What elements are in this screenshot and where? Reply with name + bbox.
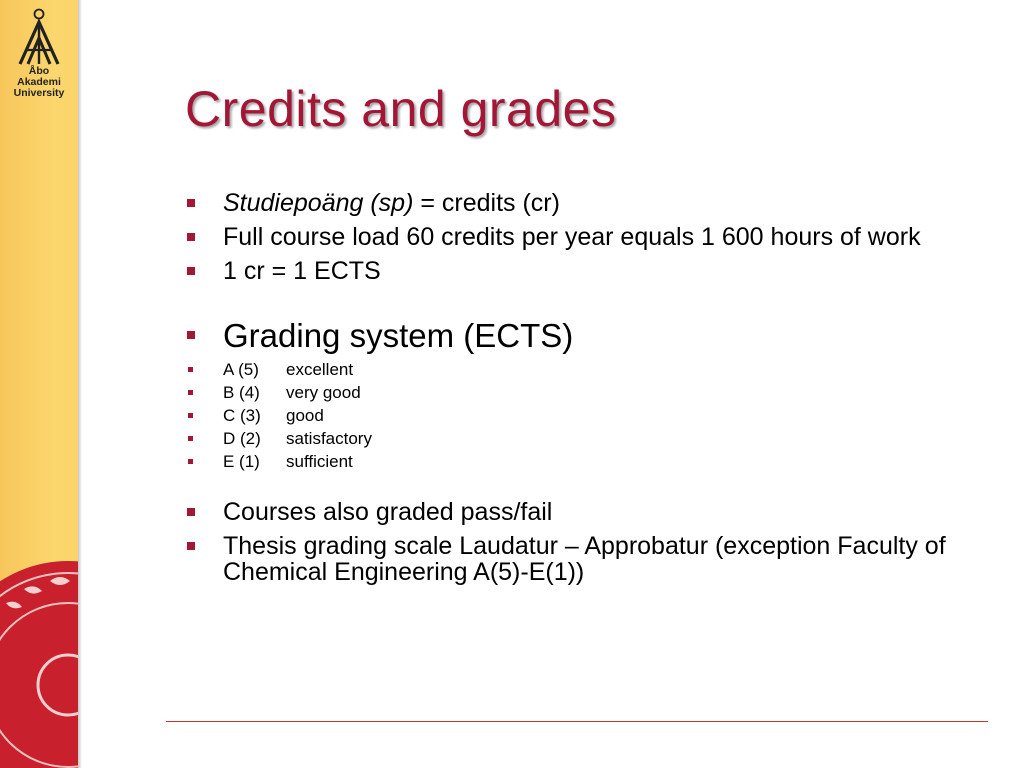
grade-item bbox=[185, 404, 985, 427]
university-seal-icon bbox=[0, 555, 78, 768]
bullet-list bbox=[185, 190, 985, 585]
abo-akademi-logo-icon bbox=[17, 8, 61, 66]
bullet-course-load: Full course load 60 credits per year equals 1 600 hours of work bbox=[185, 224, 985, 250]
grade-code: D (2) bbox=[223, 429, 261, 448]
slide-content bbox=[185, 190, 985, 593]
grade-code: C (3) bbox=[223, 406, 261, 425]
grade-description: good bbox=[286, 406, 324, 425]
bullet-grading-system: Grading system (ECTS) bbox=[185, 318, 985, 354]
logo-name-line1: Åbo Akademi bbox=[17, 65, 61, 88]
sidebar bbox=[0, 0, 78, 768]
bullet-thesis-scale: Thesis grading scale Laudatur – Approbatur (exception Faculty of Chemical Engineering A(5)-E(1)) bbox=[185, 533, 985, 585]
bullet-ects-equivalence: 1 cr = 1 ECTS bbox=[185, 258, 985, 284]
footer-divider bbox=[166, 721, 988, 722]
bullet-credits-meaning: = credits (cr) bbox=[413, 189, 560, 217]
grade-description: very good bbox=[286, 383, 361, 402]
grade-item bbox=[185, 381, 985, 404]
grade-item bbox=[185, 450, 985, 473]
grade-code: A (5) bbox=[223, 360, 259, 379]
grade-description: sufficient bbox=[286, 452, 353, 471]
bullet-credits-definition bbox=[185, 190, 985, 216]
grade-item bbox=[185, 358, 985, 381]
logo-name-line2: University bbox=[13, 87, 65, 99]
grade-description: satisfactory bbox=[286, 429, 372, 448]
slide-title: Credits and grades bbox=[185, 81, 617, 137]
grade-code: B (4) bbox=[223, 383, 260, 402]
bullet-credits-term: Studiepoäng (sp) bbox=[223, 189, 414, 217]
grade-description: excellent bbox=[286, 360, 354, 379]
sidebar-edge bbox=[78, 0, 82, 768]
bullet-pass-fail: Courses also graded pass/fail bbox=[185, 499, 985, 525]
university-logo bbox=[6, 8, 72, 99]
grade-code: E (1) bbox=[223, 452, 260, 471]
grade-item bbox=[185, 427, 985, 450]
